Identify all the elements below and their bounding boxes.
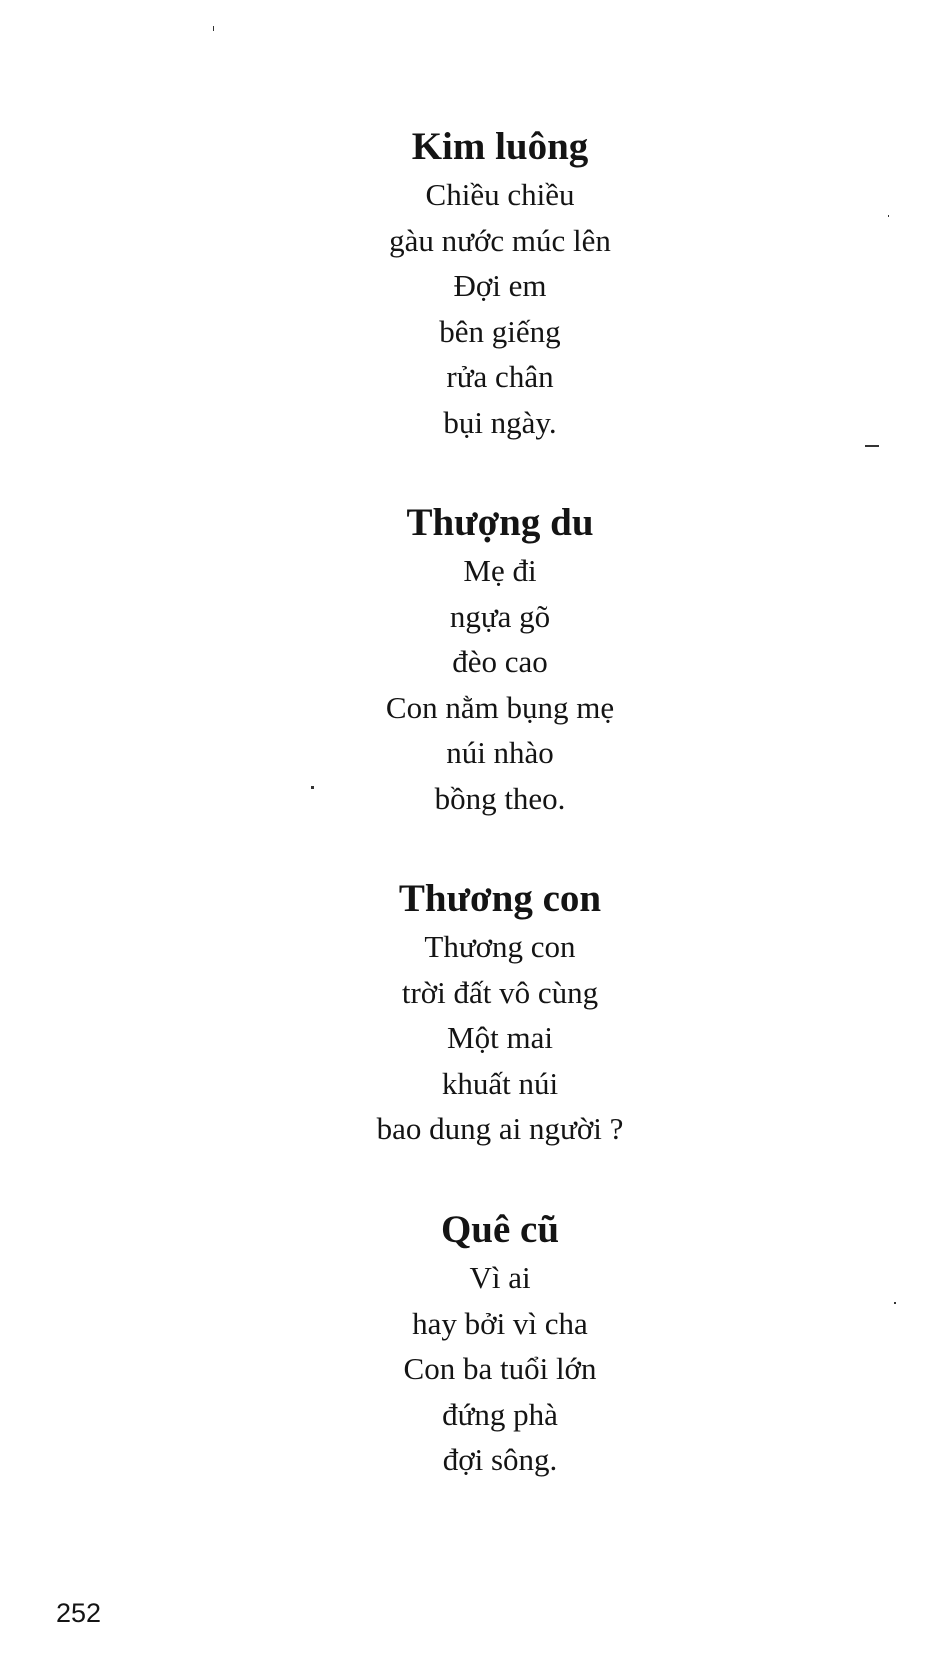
poem-title: Thương con [398, 877, 602, 920]
poem-line: hay bởi vì cha [412, 1305, 588, 1341]
scan-speck [311, 786, 314, 789]
poem-line: Thương con [424, 929, 576, 964]
poem-title: Kim luông [411, 125, 589, 168]
poem-thuong-du [300, 498, 700, 821]
poem-kim-luong [300, 122, 700, 445]
poem-line: Chiều chiều [425, 177, 575, 212]
poem-line: Vì ai [469, 1260, 531, 1295]
poem-line: ngựa gõ [449, 598, 551, 634]
poem-line: đợi sông. [442, 1442, 558, 1477]
scan-speck [865, 445, 879, 447]
poem-line: bụi ngày. [443, 404, 557, 440]
poem-line: Con nằm bụng mẹ [385, 689, 615, 725]
poem-line: bên giếng [439, 313, 561, 349]
poem-thuong-con [300, 874, 700, 1152]
scan-speck [894, 1302, 896, 1304]
poem-line: bồng theo. [434, 780, 566, 816]
poem-line: rửa chân [446, 359, 554, 394]
poem-line: khuất núi [441, 1065, 559, 1101]
poem-line: Đợi em [453, 268, 547, 303]
poem-line: Con ba tuổi lớn [403, 1351, 597, 1386]
poem-line: gàu nước múc lên [389, 222, 611, 258]
poem-line: trời đất vô cùng [401, 974, 599, 1010]
poem-title: Thượng du [406, 501, 594, 544]
poem-title: Quê cũ [440, 1208, 560, 1251]
poem-line: bao dung ai người ? [376, 1111, 624, 1146]
poem-que-cu [300, 1205, 700, 1483]
scan-speck [213, 26, 214, 31]
poem-line: đèo cao [452, 644, 548, 679]
poem-line: Mẹ đi [463, 553, 537, 588]
poem-line: Một mai [447, 1020, 553, 1055]
poem-line: đứng phà [442, 1396, 558, 1432]
page-number: 252 [56, 1598, 102, 1628]
scan-speck [888, 215, 889, 217]
poem-line: núi nhào [446, 735, 554, 770]
